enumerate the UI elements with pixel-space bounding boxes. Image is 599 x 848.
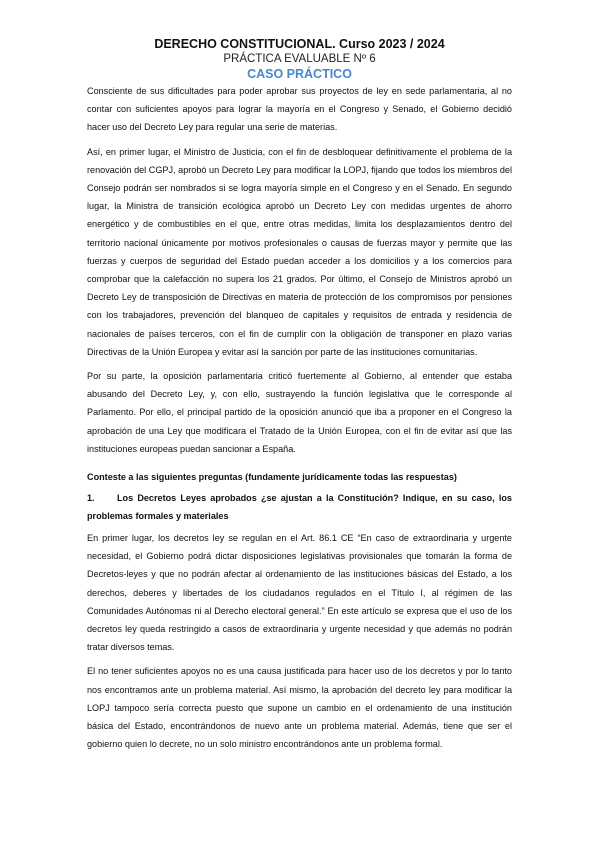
question-1 [87,489,512,525]
question-text: Los Decretos Leyes aprobados ¿se ajustan a la Constitución? Indique, en su caso, los problemas formales y materiales [87,493,512,521]
questions-section [87,468,512,525]
answer-paragraph: El no tener suficientes apoyos no es una causa justificada para hacer uso de los decretos y por lo tanto nos encontramos ante un problema material. Así mismo, la aprobación del decreto ley para modificar la LOPJ tampoco sería correcta puesto que supone un cambio en el ordenamiento de una institución básica del Estado, encontrándonos de nuevo ante un problema material. Además, tiene que ser el gobierno quien lo decrete, no un solo ministro encontrándonos ante un problema formal. [87,666,512,750]
case-paragraph: Así, en primer lugar, el Ministro de Justicia, con el fin de desbloquear definitivamente el problema de la renovación del CGPJ, aprobó un Decreto Ley para modificar la LOPJ, fijando que todos los miembros del Consejo podrán ser nombrados si se logra mayoría simple en el Congreso y en el Senado. En segundo lugar, la Ministra de transición ecológica aprobó un Decreto Ley con medidas urgentes de ahorro energético y de combustibles en el que, entre otras medidas, limita los desplazamientos dentro del territorio nacional únicamente por motivos profesionales o causas de fuerzas mayor y permite que las fuerzas y cuerpos de seguridad del Estado puedan acceder a los domicilios y a los comercios para comprobar que la calefacción no supera los 21 grados. Por último, el Consejo de Ministros aprobó un Decreto Ley de transposición de Directivas en materia de protección de los compromisos por pensiones con los trabajadores, prevención del blanqueo de capitales y requisitos de entrada y residencia de nacionales de países terceros, con el fin de cumplir con la obligación de transponer en plazo varias Directivas de la Unión Europea y evitar así la sanción por parte de las instituciones comunitarias. [87,146,512,357]
instructions: Conteste a las siguientes preguntas (fundamente jurídicamente todas las respuestas) [87,472,457,482]
case-title: CASO PRÁCTICO [247,67,352,81]
case-paragraph: Por su parte, la oposición parlamentaria criticó fuertemente al Gobierno, al entender que estaba abusando del Decreto Ley, y, con ello, sustrayendo la función legislativa que le corresponde al Parlamento. Por ello, el principal partido de la oposición anunció que iba a proponer en el Congreso la aprobación de una Ley que modificara el Tratado de la Unión Europea, con el fin de evitar así que las instituciones europeas puedan sancionar a España. [87,371,512,454]
answer-paragraph: En primer lugar, los decretos ley se regulan en el Art. 86.1 CE “En caso de extraordinaria y urgente necesidad, el Gobierno podrá dictar disposiciones legislativas provisionales que tomarán la forma de Decretos-leyes y que no podrán afectar al ordenamiento de las instituciones básicas del Estado, a los derechos, deberes y libertades de los ciudadanos regulados en el Título I, al régimen de las Comunidades Autónomas ni al Derecho electoral general.” En este artículo se expresa que el uso de los decretos ley queda restringido a casos de extraordinaria y urgente necesidad y que además no podrán tratar diversos temas. [87,533,512,653]
case-statement [87,82,512,458]
document-header [0,37,599,82]
case-paragraph: Consciente de sus dificultades para poder aprobar sus proyectos de ley en sede parlamentaria, al no contar con suficientes apoyos para lograr la mayoría en el Congreso y Senado, el Gobierno decidió hacer uso del Decreto Ley para regular una serie de materias. [87,86,512,133]
question-number: 1. [87,493,95,503]
document-title: DERECHO CONSTITUCIONAL. Curso 2023 / 2024 [154,37,445,51]
answer-section [87,529,512,753]
document-subtitle: PRÁCTICA EVALUABLE Nº 6 [223,53,376,65]
